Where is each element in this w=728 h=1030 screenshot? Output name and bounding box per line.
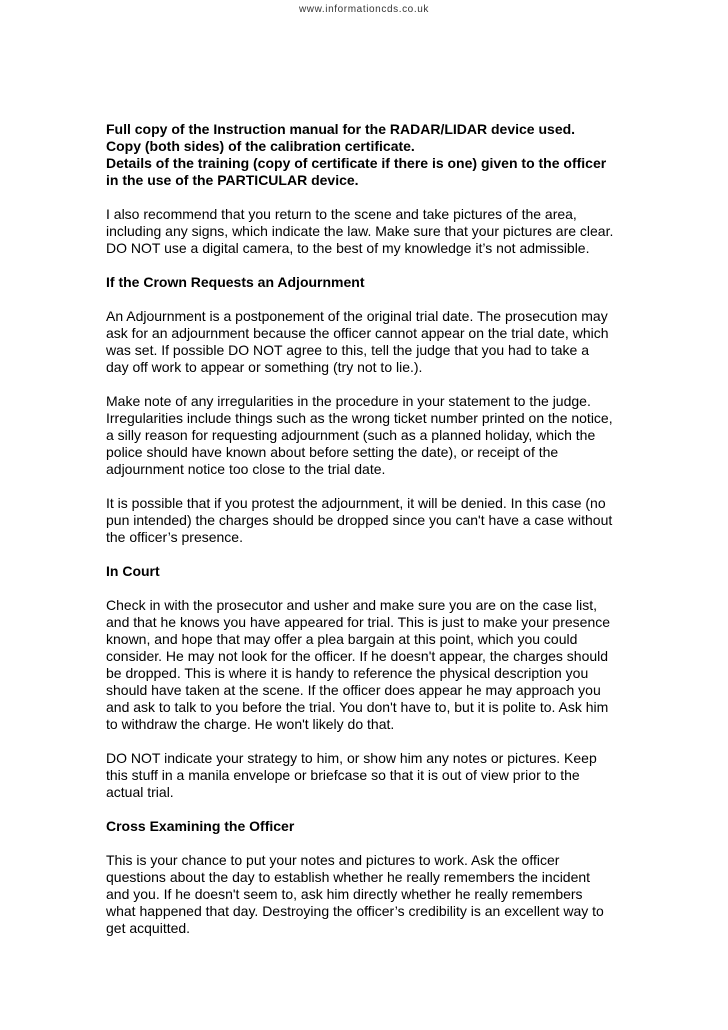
heading-in-court: In Court: [106, 563, 160, 579]
paragraph-cross-exam: This is your chance to put your notes and pictures to work. Ask the officer questions about the day to establish whether he really remembers the incident and you. If he doesn't seem to, ask him directly whether he really remembers what happened that day. Destroying the officer’s credibility is an excellent way to get acquitted.: [106, 852, 604, 936]
paragraph-scene-photos: I also recommend that you return to the scene and take pictures of the area, including any signs, which indicate the law. Make sure that your pictures are clear. DO NOT use a digital camera, to the best of my knowledge it’s not admissible.: [106, 206, 614, 256]
document-body: [106, 121, 666, 954]
paragraph-protest: It is possible that if you protest the adjournment, it will be denied. In this case (no pun intended) the charges should be dropped since you can't have a case without the officer’s presence.: [106, 495, 613, 545]
heading-cross-examining: Cross Examining the Officer: [106, 818, 295, 834]
paragraph-adjournment-definition: An Adjournment is a postponement of the original trial date. The prosecution may ask for an adjournment because the officer cannot appear on the trial date, which was set. If possible DO NOT agree to this, tell the judge that you had to take a day off work to appear or something (try not to lie.).: [106, 308, 609, 375]
paragraph-strategy: DO NOT indicate your strategy to him, or show him any notes or pictures. Keep this stuff in a manila envelope or briefcase so that it is out of view prior to the actual trial.: [106, 750, 597, 800]
paragraph-check-in: Check in with the prosecutor and usher and make sure you are on the case list, and that he knows you have appeared for trial. This is just to make your presence known, and hope that may offer a plea bargain at this point, which you could consider. He may not look for the officer. If he doesn't appear, the charges should be dropped. This is where it is handy to reference the physical description you should have taken at the scene. If the officer does appear he may approach you and ask to talk to you before the trial. You don't have to, but it is polite to. Ask him to withdraw the charge. He won't likely do that.: [106, 597, 611, 732]
heading-adjournment: If the Crown Requests an Adjournment: [106, 274, 365, 290]
requirements-list: Full copy of the Instruction manual for the RADAR/LIDAR device used. Copy (both sides) of the calibration certificate. Details of the training (copy of certificate if there is one) given to the officer in the use of the PARTICULAR device.: [106, 121, 607, 188]
header-url: www.informationcds.co.uk: [298, 4, 429, 15]
paragraph-irregularities: Make note of any irregularities in the procedure in your statement to the judge. Irregularities include things such as the wrong ticket number printed on the notice, a silly reason for requesting adjournment (such as a planned holiday, which the police should have known about before setting the date), or receipt of the adjournment notice too close to the trial date.: [106, 393, 613, 477]
